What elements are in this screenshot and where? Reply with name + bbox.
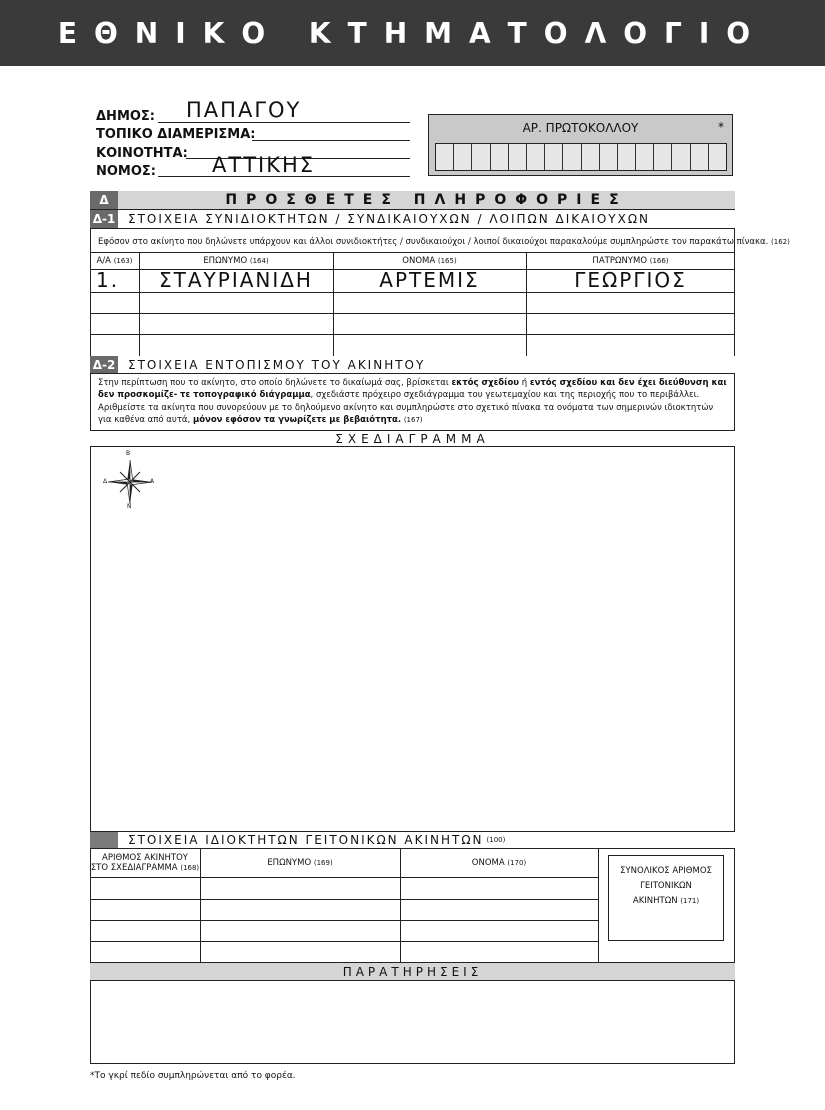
dimos-field[interactable] bbox=[158, 98, 410, 123]
protocol-cell[interactable] bbox=[600, 144, 618, 170]
d1-col-onoma-ref: (165) bbox=[437, 257, 457, 265]
neighbors-col-number bbox=[90, 853, 200, 873]
compass-south: Ν bbox=[127, 503, 132, 510]
d2-paragraph-2 bbox=[98, 402, 728, 426]
section-d2-tag: Δ-2 bbox=[90, 356, 118, 373]
d2-p1-text: ή bbox=[519, 378, 530, 388]
d2-p1-text: Στην περίπτωση που το ακίνητο, στο οποίο δηλώνετε το δικαίωμά σας, βρίσκεται bbox=[98, 378, 452, 388]
neighbors-row-line bbox=[90, 899, 598, 900]
protocol-cell[interactable] bbox=[654, 144, 672, 170]
nomos-label: ΝΟΜΟΣ: bbox=[96, 164, 156, 179]
nomos-field[interactable] bbox=[158, 153, 410, 177]
d1-row1-patronymo[interactable]: ΓΕΩΡΓΙΟΣ bbox=[574, 268, 687, 292]
d1-col-patronymo-label: ΠΑΤΡΩΝΥΜΟ bbox=[592, 256, 648, 266]
neighbors-bar bbox=[90, 831, 735, 849]
d1-col-eponymo-label: ΕΠΩΝΥΜΟ bbox=[203, 256, 248, 266]
d1-col-aa-label: Α/Α bbox=[96, 256, 111, 266]
d1-col-onoma bbox=[333, 256, 526, 266]
protocol-cell[interactable] bbox=[436, 144, 454, 170]
neighbors-col-line bbox=[200, 849, 201, 962]
protocol-cell[interactable] bbox=[618, 144, 636, 170]
d2-paragraph-1 bbox=[98, 377, 728, 401]
d1-col-patronymo-ref: (166) bbox=[649, 257, 669, 265]
neighbors-col-onoma-label: ΟΝΟΜΑ bbox=[471, 858, 505, 868]
d1-instruction-ref: (162) bbox=[771, 238, 790, 246]
dimos-value: ΠΑΠΑΓΟΥ bbox=[186, 98, 302, 122]
d2-p2-text: Αριθμείστε τα ακίνητα που συνορεύουν με το δηλούμενο ακίνητο και συμπληρώστε στο σχετικό πίνακα τα ονόματα των σημερινών ιδιοκτητών για καθένα από αυτά, bbox=[98, 403, 714, 425]
neighbors-title: ΣΤΟΙΧΕΙΑ ΙΔΙΟΚΤΗΤΩΝ ΓΕΙΤΟΝΙΚΩΝ ΑΚΙΝΗΤΩΝ bbox=[128, 833, 484, 847]
d1-col-eponymo-ref: (164) bbox=[249, 257, 269, 265]
section-d-bar bbox=[90, 191, 735, 210]
neighbors-ref: (100) bbox=[486, 836, 506, 844]
section-d1-title: ΣΤΟΙΧΕΙΑ ΣΥΝΙΔΙΟΚΤΗΤΩΝ / ΣΥΝΔΙΚΑΙΟΥΧΩΝ / ΛΟΙΠΩΝ ΔΙΚΑΙΟΥΧΩΝ bbox=[128, 212, 651, 226]
protocol-cell[interactable] bbox=[527, 144, 545, 170]
d1-row1-aa[interactable]: 1. bbox=[96, 268, 120, 292]
protocol-label: ΑΡ. ΠΡΩΤΟΚΟΛΛΟΥ bbox=[522, 121, 639, 135]
section-d-title-wrap bbox=[118, 192, 735, 208]
section-d-tag: Δ bbox=[90, 191, 118, 209]
neighbors-col-line bbox=[400, 849, 401, 962]
neighbors-total-line3: ΑΚΙΝΗΤΩΝ bbox=[632, 896, 678, 906]
d2-p1-bold: εκτός σχεδίου bbox=[451, 378, 520, 388]
neighbors-col-eponymo-ref: (169) bbox=[313, 859, 333, 867]
koinotita-label: ΚΟΙΝΟΤΗΤΑ: bbox=[96, 146, 188, 161]
d2-p1-text: , σχεδιάστε πρόχειρο σχεδιάγραμμα του γεωτεμαχίου και της περιοχής που το περιβάλλει. bbox=[310, 390, 700, 400]
neighbors-col-number-line1: ΑΡΙΘΜΟΣ ΑΚΙΝΗΤΟΥ bbox=[102, 853, 188, 863]
protocol-cell[interactable] bbox=[454, 144, 472, 170]
sketch-title-bar bbox=[90, 430, 735, 447]
neighbors-col-onoma bbox=[400, 858, 598, 868]
protocol-cell[interactable] bbox=[472, 144, 490, 170]
protocol-cell[interactable] bbox=[672, 144, 690, 170]
d1-col-aa-ref: (163) bbox=[113, 257, 133, 265]
topiko-field[interactable] bbox=[252, 124, 410, 141]
d1-col-aa bbox=[90, 256, 139, 266]
d2-p1-bold: εντός σχεδίου και δεν έχει διεύθυνση και δεν προσκομίζε- bbox=[98, 378, 727, 400]
neighbors-col-line bbox=[598, 849, 599, 962]
compass-west: Δ bbox=[103, 478, 108, 485]
protocol-cell[interactable] bbox=[545, 144, 563, 170]
neighbors-total-line1: ΣΥΝΟΛΙΚΟΣ ΑΡΙΘΜΟΣ bbox=[620, 866, 712, 876]
nomos-value: ΑΤΤΙΚΗΣ bbox=[212, 153, 316, 177]
d2-p1-bold: τε τοπογραφικό διάγραμμα bbox=[180, 390, 311, 400]
compass-east: Α bbox=[150, 478, 155, 485]
banner-title: ΕΘΝΙΚΟ ΚΤΗΜΑΤΟΛΟΓΙΟ bbox=[57, 16, 768, 50]
section-d2-title: ΣΤΟΙΧΕΙΑ ΕΝΤΟΠΙΣΜΟΥ ΤΟΥ ΑΚΙΝΗΤΟΥ bbox=[128, 357, 426, 372]
section-d-title: ΠΡΟΣΘΕΤΕΣ ΠΛΗΡΟΦΟΡΙΕΣ bbox=[225, 192, 628, 208]
protocol-cell[interactable] bbox=[709, 144, 726, 170]
neighbors-total-label bbox=[609, 864, 723, 909]
d1-instruction-text: Εφόσον στο ακίνητο που δηλώνετε υπάρχουν και άλλοι συνιδιοκτήτες / συνδικαιούχοι / λοιποί δικαιούχοι παρακαλούμε συμπληρώστε τον παρακάτω πίνακα. bbox=[98, 237, 769, 247]
protocol-cell[interactable] bbox=[509, 144, 527, 170]
sketch-area[interactable] bbox=[91, 447, 734, 831]
section-d1-tag: Δ-1 bbox=[90, 210, 118, 228]
d1-instruction bbox=[98, 236, 790, 248]
d1-row1-onoma[interactable]: ΑΡΤΕΜΙΣ bbox=[379, 268, 480, 292]
remarks-title: ΠΑΡΑΤΗΡΗΣΕΙΣ bbox=[342, 964, 483, 979]
neighbors-row-line bbox=[90, 920, 598, 921]
d2-p2-bold: μόνον εφόσον τα γνωρίζετε με βεβαιότητα. bbox=[192, 415, 402, 425]
d1-col-eponymo bbox=[139, 256, 333, 266]
d1-table-top bbox=[90, 252, 735, 253]
section-d1-bar bbox=[90, 210, 735, 229]
neighbors-col-eponymo bbox=[200, 858, 400, 868]
neighbors-row-line bbox=[90, 941, 598, 942]
remarks-bar bbox=[90, 962, 735, 981]
neighbors-col-onoma-ref: (170) bbox=[507, 859, 527, 867]
compass-icon bbox=[100, 452, 160, 512]
neighbors-col-number-ref: (168) bbox=[180, 864, 200, 872]
d1-row-line bbox=[90, 292, 735, 293]
topiko-label: ΤΟΠΙΚΟ ΔΙΑΜΕΡΙΣΜΑ: bbox=[96, 127, 256, 142]
protocol-cell[interactable] bbox=[636, 144, 654, 170]
d1-row-line bbox=[90, 334, 735, 335]
protocol-cells[interactable] bbox=[435, 143, 727, 171]
d1-row-line bbox=[90, 313, 735, 314]
protocol-cell[interactable] bbox=[691, 144, 709, 170]
d1-row1-eponymo[interactable]: ΣΤΑΥΡΙΑΝΙΔΗ bbox=[159, 268, 313, 292]
neighbors-total-box[interactable] bbox=[608, 855, 724, 941]
neighbors-row-line bbox=[90, 877, 598, 878]
protocol-cell[interactable] bbox=[491, 144, 509, 170]
protocol-cell[interactable] bbox=[582, 144, 600, 170]
d2-p2-ref: (167) bbox=[403, 416, 423, 424]
protocol-box bbox=[428, 114, 733, 176]
protocol-cell[interactable] bbox=[563, 144, 581, 170]
neighbors-total-ref: (171) bbox=[680, 897, 700, 905]
protocol-star: * bbox=[718, 120, 724, 134]
remarks-area[interactable] bbox=[91, 981, 734, 1063]
neighbors-total-line2: ΓΕΙΤΟΝΙΚΩΝ bbox=[640, 881, 692, 891]
d1-col-patronymo bbox=[526, 256, 735, 266]
sketch-title: ΣΧΕΔΙΑΓΡΑΜΜΑ bbox=[335, 431, 490, 446]
dimos-label: ΔΗΜΟΣ: bbox=[96, 109, 156, 124]
section-d2-bar bbox=[90, 356, 735, 374]
d1-col-onoma-label: ΟΝΟΜΑ bbox=[402, 256, 436, 266]
page-banner bbox=[0, 0, 825, 66]
footnote: *Το γκρί πεδίο συμπληρώνεται από το φορέα. bbox=[90, 1071, 296, 1081]
neighbors-col-number-line2: ΣΤΟ ΣΧΕΔΙΑΓΡΑΜΜΑ bbox=[90, 863, 178, 873]
compass-north: Β bbox=[126, 450, 131, 457]
neighbors-col-eponymo-label: ΕΠΩΝΥΜΟ bbox=[267, 858, 312, 868]
neighbors-tag bbox=[90, 832, 118, 848]
